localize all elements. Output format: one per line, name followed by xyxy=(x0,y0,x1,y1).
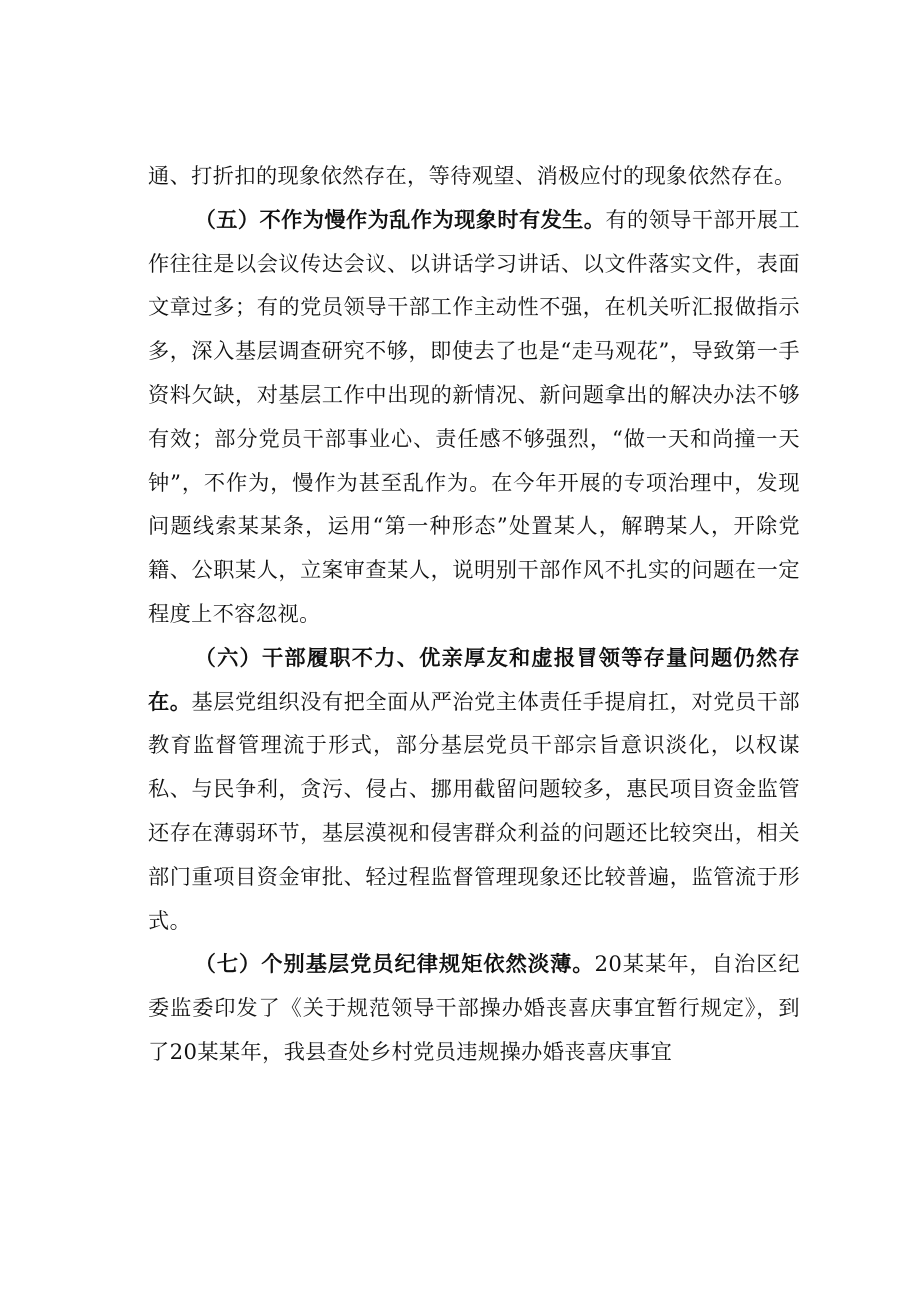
document-page xyxy=(148,154,800,1074)
paragraph-continuation xyxy=(148,154,800,198)
paragraph-body: 20某某年，自治区纪委监委印发了《关于规范领导干部操办婚丧喜庆事宜暂行规定》，到了20某某年，我县查处乡村党员违规操办婚丧喜庆事宜 xyxy=(148,951,801,1064)
paragraph-body: 有的领导干部开展工作往往是以会议传达会议、以讲话学习讲话、以文件落实文件，表面文章过多；有的党员领导干部工作主动性不强，在机关听汇报做指示多，深入基层调查研究不够，即使去了也是“走马观花”，导致第一手资料欠缺，对基层工作中出现的新情况、新问题拿出的解决办法不够有效；部分党员干部事业心、责任感不够强烈，“做一天和尚撞一天钟”，不作为，慢作为甚至乱作为。在今年开展的专项治理中，发现问题线索某某条，运用“第一种形态”处置某人，解聘某人，开除党籍、公职某人，立案审查某人，说明别干部作风不扎实的问题在一定程度上不容忽视。 xyxy=(148,206,800,626)
paragraph-body: 通、打折扣的现象依然存在，等待观望、消极应付的现象依然存在。 xyxy=(148,163,796,188)
section-heading: （七）个别基层党员纪律规矩依然淡薄。 xyxy=(194,951,595,977)
paragraph-section-six xyxy=(148,636,800,943)
section-heading: （六）干部履职不力、优亲厚友和虚报冒领等存量问题仍然存在。 xyxy=(148,644,800,714)
paragraph-section-seven xyxy=(148,942,800,1073)
paragraph-body: 基层党组织没有把全面从严治党主体责任手提肩扛，对党员干部教育监督管理流于形式，部分基层党员干部宗旨意识淡化，以权谋私、与民争利，贪污、侵占、挪用截留问题较多，惠民项目资金监管还存在薄弱环节，基层漠视和侵害群众利益的问题还比较突出，相关部门重项目资金审批、轻过程监督管理现象还比较普遍，监管流于形式。 xyxy=(148,688,800,933)
paragraph-section-five xyxy=(148,198,800,636)
section-heading: （五）不作为慢作为乱作为现象时有发生。 xyxy=(194,206,606,232)
